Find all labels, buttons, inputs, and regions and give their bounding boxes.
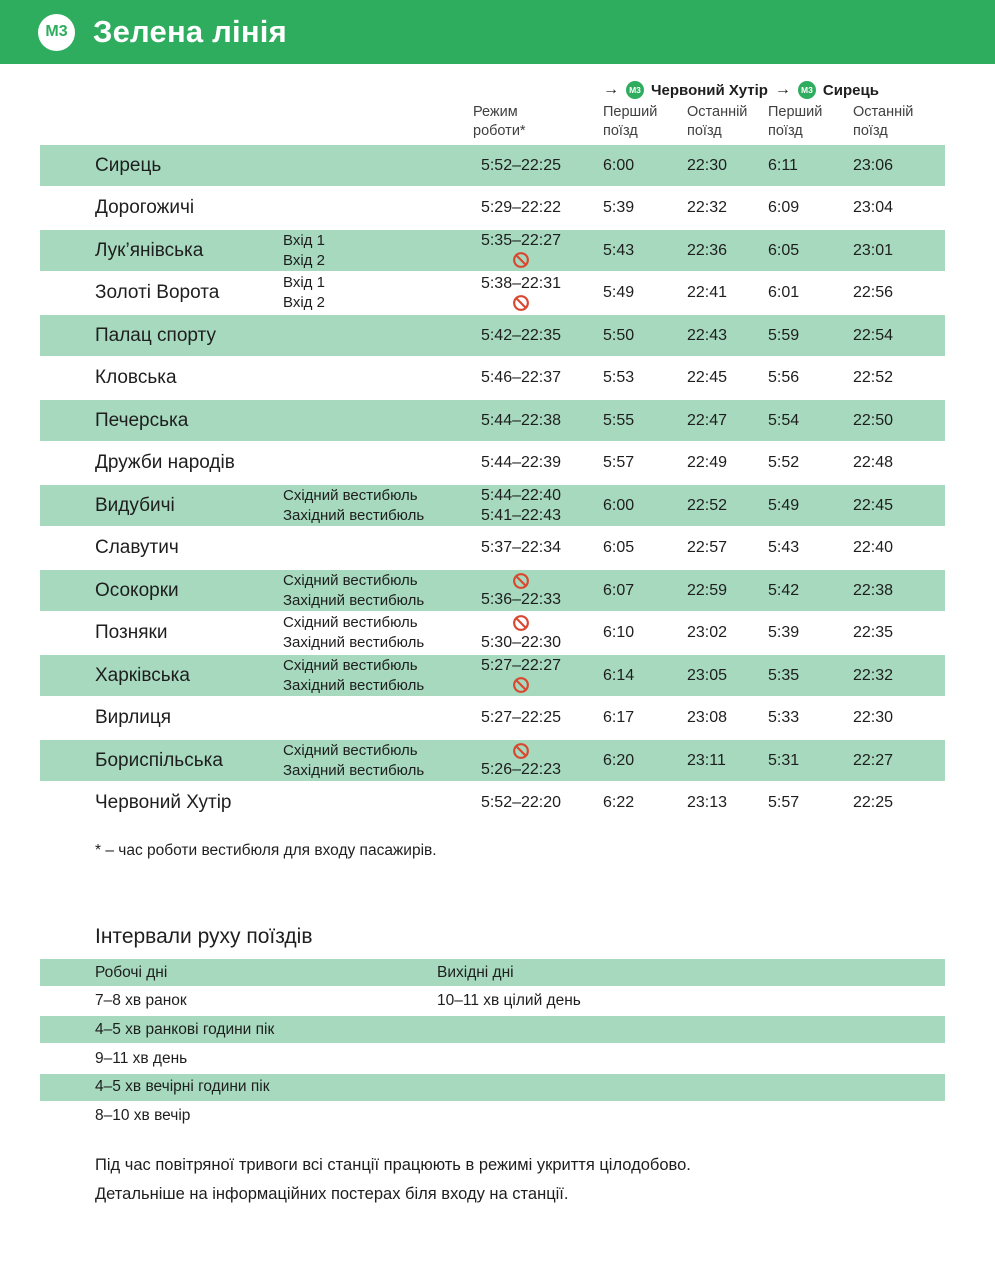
mode-hours bbox=[473, 443, 569, 484]
direction-header bbox=[603, 81, 879, 99]
time-cell: 23:05 bbox=[687, 666, 728, 684]
interval-value-left: 4–5 хв вечірні години пік bbox=[95, 1078, 270, 1096]
no-entry-icon bbox=[512, 293, 530, 312]
air-alert-notice-line1: Під час повітряної тривоги всі станції працюють в режимі укриття цілодобово. bbox=[95, 1156, 691, 1174]
station-row bbox=[40, 400, 945, 441]
station-row bbox=[40, 740, 945, 781]
time-cell: 5:49 bbox=[768, 496, 800, 514]
time-cell: 22:45 bbox=[853, 496, 894, 514]
interval-row bbox=[40, 1102, 945, 1129]
time-cell: 23:06 bbox=[853, 156, 894, 174]
time-cell: 22:56 bbox=[853, 284, 894, 301]
station-row bbox=[40, 230, 945, 271]
time-cell: 22:30 bbox=[853, 709, 894, 726]
mode-time: 5:37–22:34 bbox=[480, 539, 562, 557]
entrance-label: Східний вестибюль bbox=[283, 486, 418, 504]
footnote: * – час роботи вестибюля для входу пасажирів. bbox=[95, 842, 437, 859]
station-name: Золоті Ворота bbox=[95, 282, 220, 303]
time-cell: 22:59 bbox=[687, 581, 728, 599]
time-cell: 6:22 bbox=[603, 794, 635, 811]
direction-terminus: Сирець bbox=[822, 81, 879, 99]
column-header-first-train: Перший поїзд bbox=[768, 104, 823, 139]
mode-hours bbox=[473, 230, 569, 271]
station-name: Лук’янівська bbox=[95, 239, 204, 261]
station-name: Дорогожичі bbox=[95, 197, 195, 218]
mode-hours bbox=[473, 188, 569, 229]
interval-row bbox=[40, 1016, 945, 1043]
time-cell: 6:11 bbox=[768, 156, 798, 174]
station-name: Позняки bbox=[95, 622, 168, 643]
air-alert-notice-line2: Детальніше на інформаційних постерах біля входу на станції. bbox=[95, 1184, 569, 1203]
mode-hours bbox=[473, 315, 569, 356]
mode-hours bbox=[473, 655, 569, 696]
entrance-label: Західний вестибюль bbox=[283, 676, 425, 694]
entrance-label: Західний вестибюль bbox=[283, 761, 425, 779]
time-cell: 22:27 bbox=[853, 751, 894, 769]
mode-time: 5:27–22:27 bbox=[480, 657, 562, 675]
time-cell: 5:42 bbox=[768, 581, 800, 599]
mode-hours bbox=[473, 570, 569, 611]
station-row bbox=[40, 443, 945, 484]
column-header-first-train: Перший поїзд bbox=[603, 104, 658, 139]
no-entry-icon bbox=[512, 251, 530, 270]
station-row bbox=[40, 528, 945, 569]
interval-value-left: 9–11 хв день bbox=[95, 1049, 188, 1067]
time-cell: 22:43 bbox=[687, 326, 728, 344]
no-entry-icon bbox=[512, 676, 530, 695]
time-cell: 22:38 bbox=[853, 581, 894, 599]
no-entry-icon bbox=[512, 571, 530, 590]
m3-line-badge-label: M3 bbox=[45, 23, 68, 40]
interval-header-workdays: Робочі дні bbox=[95, 963, 168, 981]
station-name: Осокорки bbox=[95, 579, 179, 601]
no-entry-icon bbox=[512, 741, 530, 760]
interval-row bbox=[40, 1074, 945, 1101]
time-cell: 6:14 bbox=[603, 666, 635, 684]
intervals-title: Інтервали руху поїздів bbox=[95, 925, 313, 948]
no-entry-icon bbox=[512, 614, 530, 633]
station-name: Славутич bbox=[95, 537, 179, 558]
mode-time: 5:52–22:25 bbox=[480, 156, 562, 174]
interval-value-left: 7–8 хв ранок bbox=[95, 992, 187, 1010]
mode-time: 5:35–22:27 bbox=[480, 232, 562, 250]
entrance-label: Вхід 2 bbox=[283, 294, 325, 311]
mode-time: 5:26–22:23 bbox=[480, 761, 562, 779]
mode-hours bbox=[473, 400, 569, 441]
station-name: Харківська bbox=[95, 664, 190, 686]
time-cell: 22:57 bbox=[687, 539, 728, 556]
entrance-label: Східний вестибюль bbox=[283, 741, 418, 759]
time-cell: 22:36 bbox=[687, 241, 728, 259]
station-name: Дружби народів bbox=[95, 452, 235, 473]
entrance-labels bbox=[283, 570, 424, 611]
mode-hours bbox=[473, 358, 569, 399]
time-cell: 5:33 bbox=[768, 709, 800, 726]
time-cell: 5:50 bbox=[603, 326, 635, 344]
time-cell: 5:59 bbox=[768, 326, 800, 344]
air-alert-notice bbox=[95, 1151, 691, 1208]
entrance-label: Західний вестибюль bbox=[283, 634, 425, 651]
arrow-right-icon: → bbox=[774, 81, 791, 98]
time-cell: 5:35 bbox=[768, 666, 800, 684]
station-row bbox=[40, 698, 945, 739]
mode-time: 5:29–22:22 bbox=[480, 199, 562, 217]
mode-time: 5:44–22:40 bbox=[480, 487, 562, 504]
interval-value-left: 4–5 хв ранкові години пік bbox=[95, 1020, 275, 1038]
time-cell: 6:00 bbox=[603, 156, 635, 174]
line-header bbox=[0, 0, 995, 64]
mode-time: 5:27–22:25 bbox=[480, 709, 562, 727]
entrance-label: Західний вестибюль bbox=[283, 591, 425, 609]
time-cell: 5:57 bbox=[768, 794, 800, 811]
column-header-last-train: Останній поїзд bbox=[853, 104, 914, 139]
entrance-label: Східний вестибюль bbox=[283, 571, 418, 589]
time-cell: 23:02 bbox=[687, 624, 728, 641]
time-cell: 23:13 bbox=[687, 794, 728, 811]
time-cell: 22:45 bbox=[687, 369, 728, 386]
time-cell: 22:35 bbox=[853, 624, 894, 641]
time-cell: 23:11 bbox=[687, 751, 726, 769]
mode-time: 5:41–22:43 bbox=[480, 506, 562, 524]
entrance-labels bbox=[283, 655, 424, 696]
mode-time: 5:44–22:39 bbox=[480, 454, 562, 472]
station-table bbox=[40, 145, 945, 825]
time-cell: 6:20 bbox=[603, 751, 635, 769]
station-name: Палац спорту bbox=[95, 324, 216, 346]
station-name: Сирець bbox=[95, 154, 162, 176]
page-title: Зелена лінія bbox=[93, 14, 287, 49]
direction-terminus: Червоний Хутір bbox=[651, 81, 768, 99]
entrance-label: Східний вестибюль bbox=[283, 656, 418, 674]
entrance-label: Вхід 1 bbox=[283, 231, 325, 249]
time-cell: 22:32 bbox=[853, 666, 894, 684]
mode-time: 5:36–22:33 bbox=[480, 591, 562, 609]
station-row bbox=[40, 570, 945, 611]
mode-time: 5:42–22:35 bbox=[480, 326, 562, 344]
time-cell: 22:41 bbox=[687, 284, 728, 301]
m3-line-badge bbox=[38, 14, 75, 51]
mode-hours bbox=[473, 613, 569, 654]
station-row bbox=[40, 613, 945, 654]
m3-badge-icon: M3 bbox=[626, 81, 644, 99]
time-cell: 22:49 bbox=[687, 454, 728, 471]
station-name: Видубичі bbox=[95, 494, 175, 516]
entrance-label: Східний вестибюль bbox=[283, 614, 418, 631]
time-cell: 5:43 bbox=[603, 241, 635, 259]
entrance-labels bbox=[283, 485, 424, 526]
intervals-table bbox=[40, 959, 945, 1131]
time-cell: 5:43 bbox=[768, 539, 800, 556]
time-cell: 5:39 bbox=[768, 624, 800, 641]
station-name: Кловська bbox=[95, 367, 177, 388]
interval-value-right: 10–11 хв цілий день bbox=[437, 992, 581, 1010]
mode-time: 5:52–22:20 bbox=[480, 794, 562, 812]
time-cell: 6:00 bbox=[603, 496, 635, 514]
arrow-right-icon: → bbox=[603, 81, 619, 98]
interval-header-row bbox=[40, 959, 945, 986]
entrance-labels bbox=[283, 230, 325, 271]
entrance-label: Західний вестибюль bbox=[283, 506, 425, 524]
entrance-label: Вхід 1 bbox=[283, 274, 325, 291]
time-cell: 5:49 bbox=[603, 284, 635, 301]
entrance-labels bbox=[283, 273, 325, 314]
column-header-mode: Режим роботи* bbox=[473, 104, 526, 139]
mode-time: 5:38–22:31 bbox=[480, 274, 562, 292]
time-cell: 23:01 bbox=[853, 241, 894, 259]
entrance-labels bbox=[283, 740, 424, 781]
time-cell: 6:10 bbox=[603, 624, 635, 641]
station-name: Печерська bbox=[95, 409, 189, 431]
interval-value-left: 8–10 хв вечір bbox=[95, 1106, 191, 1124]
time-cell: 22:30 bbox=[687, 156, 728, 174]
time-cell: 6:01 bbox=[768, 284, 800, 301]
mode-hours bbox=[473, 783, 569, 824]
time-cell: 22:40 bbox=[853, 539, 894, 556]
entrance-label: Вхід 2 bbox=[283, 251, 325, 269]
interval-row bbox=[40, 1045, 945, 1072]
time-cell: 22:50 bbox=[853, 411, 894, 429]
mode-time: 5:30–22:30 bbox=[480, 633, 562, 651]
time-cell: 5:39 bbox=[603, 199, 635, 216]
mode-time: 5:46–22:37 bbox=[480, 369, 562, 387]
time-cell: 5:57 bbox=[603, 454, 635, 471]
station-name: Бориспільська bbox=[95, 749, 223, 771]
time-cell: 5:54 bbox=[768, 411, 800, 429]
mode-hours bbox=[473, 528, 569, 569]
time-cell: 6:09 bbox=[768, 199, 800, 216]
time-cell: 22:52 bbox=[853, 369, 894, 386]
time-cell: 5:31 bbox=[768, 751, 800, 769]
station-row bbox=[40, 783, 945, 824]
mode-hours bbox=[473, 698, 569, 739]
mode-hours bbox=[473, 485, 569, 526]
time-cell: 6:07 bbox=[603, 581, 635, 599]
entrance-labels bbox=[283, 613, 424, 654]
station-row bbox=[40, 358, 945, 399]
time-cell: 5:56 bbox=[768, 369, 800, 386]
time-cell: 5:55 bbox=[603, 411, 635, 429]
time-cell: 22:25 bbox=[853, 794, 894, 811]
interval-row bbox=[40, 988, 945, 1015]
mode-hours bbox=[473, 145, 569, 186]
time-cell: 5:53 bbox=[603, 369, 635, 386]
column-header-last-train: Останній поїзд bbox=[687, 104, 748, 139]
time-cell: 22:32 bbox=[687, 199, 728, 216]
interval-header-weekends: Вихідні дні bbox=[437, 963, 514, 981]
time-cell: 23:08 bbox=[687, 709, 728, 726]
time-cell: 23:04 bbox=[853, 199, 894, 216]
station-row bbox=[40, 273, 945, 314]
mode-hours bbox=[473, 273, 569, 314]
time-cell: 5:52 bbox=[768, 454, 800, 471]
station-name: Вирлиця bbox=[95, 707, 172, 728]
station-row bbox=[40, 145, 945, 186]
time-cell: 22:54 bbox=[853, 326, 894, 344]
station-row bbox=[40, 188, 945, 229]
time-cell: 6:05 bbox=[768, 241, 800, 259]
time-cell: 22:47 bbox=[687, 411, 728, 429]
m3-badge-icon: M3 bbox=[798, 81, 816, 99]
mode-hours bbox=[473, 740, 569, 781]
mode-time: 5:44–22:38 bbox=[480, 411, 562, 429]
time-cell: 22:48 bbox=[853, 454, 894, 471]
station-row bbox=[40, 655, 945, 696]
station-row bbox=[40, 485, 945, 526]
time-cell: 6:05 bbox=[603, 539, 635, 556]
time-cell: 6:17 bbox=[603, 709, 635, 726]
time-cell: 22:52 bbox=[687, 496, 728, 514]
station-name: Червоний Хутір bbox=[95, 792, 232, 813]
station-row bbox=[40, 315, 945, 356]
